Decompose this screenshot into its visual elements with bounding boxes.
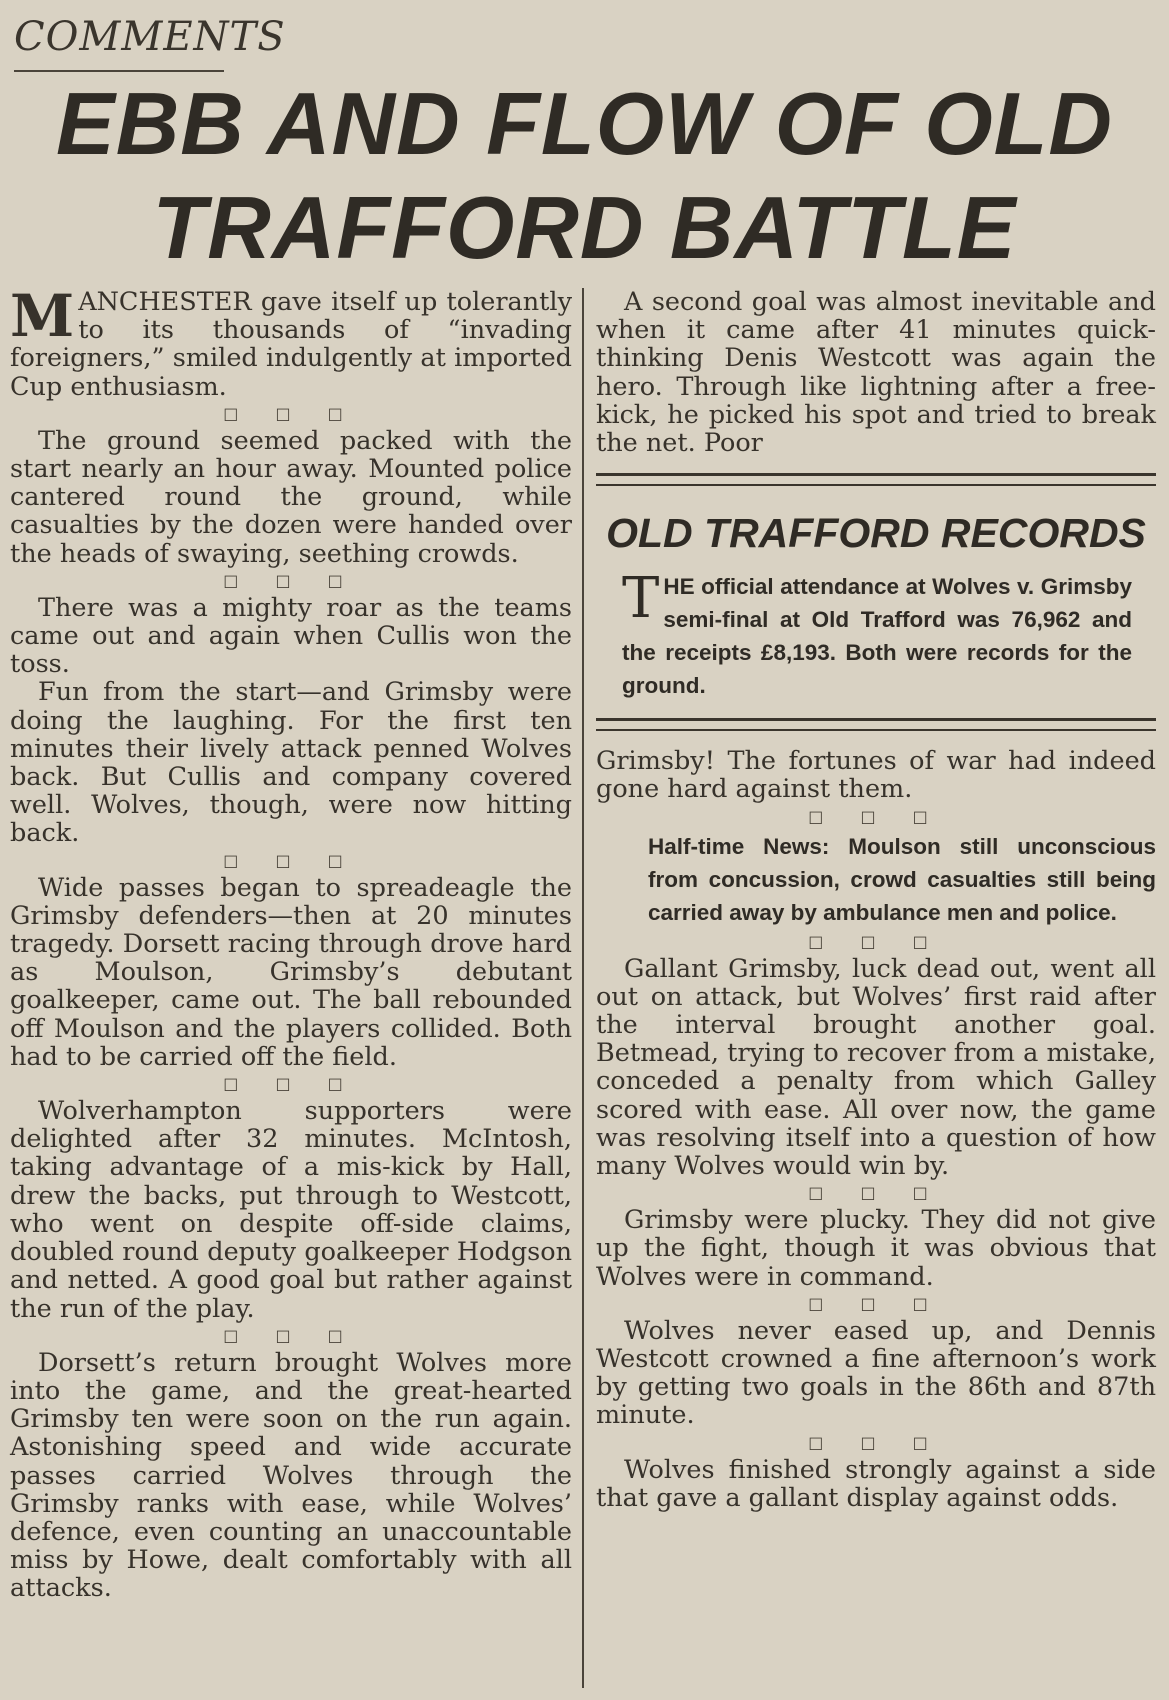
paragraph: Wide passes began to spreadeagle the Grimsby defenders—then at 20 minutes tragedy. Dorsett racing through drove hard as Moulson, Grimsby’s debutant goalkeeper, came out. The ball rebounded off Moulson and the players collided. Both had to be carried off the field. [10, 872, 572, 1072]
double-rule [596, 473, 1156, 486]
separator: □ □ □ [223, 1074, 359, 1094]
double-rule [596, 718, 1156, 731]
separator: □ □ □ [808, 806, 944, 826]
paragraph: Grimsby! The fortunes of war had indeed gone hard against them. [596, 746, 1156, 805]
paragraph: Grimsby were plucky. They did not give up the fight, though it was obvious that Wolves were in command. [596, 1205, 1156, 1292]
intro-paragraph [10, 282, 572, 402]
records-box-text [596, 566, 1156, 702]
separator: □ □ □ [223, 570, 359, 590]
paragraph: Fun from the start—and Grimsby were doing the laughing. For the first ten minutes their lively attack penned Wolves back. But Cullis and company covered well. Wolves, though, were now hitting back. [10, 677, 572, 849]
paragraph: Wolves never eased up, and Dennis Westcott crowned a fine afternoon’s work by getting two goals in the 86th and 87th minute. [596, 1315, 1156, 1431]
records-text: HE official attendance at Wolves v. Grimsby semi-final at Old Trafford was 76,962 and the receipts £8,193. Both were records for the ground. [622, 574, 1132, 699]
halftime-news: Half-time News: Moulson still unconscious from concussion, crowd casualties still being carried away by ambulance men and police. [648, 833, 1156, 925]
headline: EBB AND FLOW OF OLD TRAFFORD BATTLE [56, 74, 1113, 277]
records-box-title: OLD TRAFFORD RECORDS [606, 510, 1146, 557]
right-column [596, 288, 1156, 1512]
separator: □ □ □ [223, 403, 359, 423]
dropcap-m: M [10, 282, 75, 350]
separator: □ □ □ [223, 850, 359, 870]
paragraph: There was a mighty roar as the teams came out and again when Cullis won the toss. [10, 592, 572, 680]
left-column [10, 282, 572, 1604]
dropcap-t: T [622, 566, 660, 632]
paragraph: Gallant Grimsby, luck dead out, went all out on attack, but Wolves’ first raid after the interval brought another goal. Betmead, trying to recover from a mistake, conceded a penalty from which Galley scored with ease. All over now, the game was resolving itself into a question of how many Wolves would win by. [596, 953, 1156, 1182]
separator: □ □ □ [223, 1325, 359, 1345]
paragraph: A second goal was almost inevitable and when it came after 41 minutes quick-thinking Denis Westcott was again the hero. Through like lightning after a free-kick, he picked his spot and tried to break the net. Poor [596, 287, 1156, 459]
section-label: COMMENTS [14, 14, 286, 60]
paragraph: Wolverhampton supporters were delighted after 32 minutes. McIntosh, taking advantage of a mis-kick by Hall, drew the backs, put through to Westcott, who went on despite off-side claims, doubled round deputy goalkeeper Hodgson and netted. A good goal but rather against the run of the play. [10, 1096, 572, 1324]
separator: □ □ □ [808, 931, 944, 951]
intro-text: ANCHESTER gave itself up tolerantly to its thousands of “invading foreigners,” smiled indulgently at imported Cup enthusiasm. [10, 287, 572, 402]
separator: □ □ □ [808, 1432, 944, 1452]
paragraph: Dorsett’s return brought Wolves more into the game, and the great-hearted Grimsby ten were soon on the run again. Astonishing speed and wide accurate passes carried Wolves through the Grimsby ranks with ease, while Wolves’ defence, even counting an unaccountable miss by Howe, dealt comfortably with all attacks. [10, 1347, 572, 1604]
separator: □ □ □ [808, 1293, 944, 1313]
paragraph: Wolves finished strongly against a side that gave a gallant display against odds. [596, 1454, 1156, 1513]
separator: □ □ □ [808, 1183, 944, 1203]
paragraph: The ground seemed packed with the start nearly an hour away. Mounted police cantered round the ground, while casualties by the dozen were handed over the heads of swaying, seething crowds. [10, 425, 572, 569]
column-divider [582, 288, 584, 1688]
